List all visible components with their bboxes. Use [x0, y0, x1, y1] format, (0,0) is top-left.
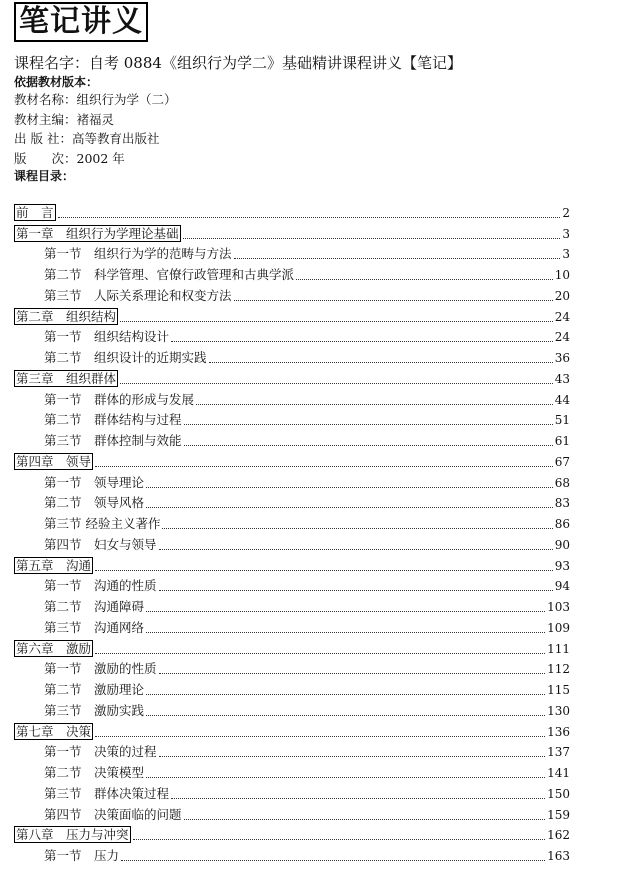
- toc-heading: 课程目录：: [14, 169, 75, 183]
- toc-section-entry[interactable]: [14, 657, 570, 678]
- toc-entry-label: 第三节 群体决策过程: [44, 785, 170, 801]
- toc-page-number: 115: [547, 683, 570, 697]
- textbook-basis-heading: 依据教材版本：: [14, 75, 99, 89]
- toc-entry-label: 第二节 沟通障碍: [44, 599, 145, 614]
- toc-section-entry[interactable]: [14, 594, 570, 615]
- dot-leader: [146, 610, 545, 612]
- toc-page-number: 43: [554, 371, 570, 386]
- toc-entry-label: 第三节 人际关系理论和权变方法: [44, 287, 232, 303]
- dot-leader: [183, 237, 561, 239]
- dot-leader: [159, 672, 546, 674]
- toc-section-entry[interactable]: [14, 491, 570, 512]
- toc-section-entry[interactable]: [14, 428, 570, 449]
- edition-line: [14, 149, 594, 169]
- toc-entry-label: 第四节 决策面临的问题: [44, 806, 182, 822]
- toc-page-number: 3: [562, 226, 570, 241]
- textbook-name-line: [14, 90, 594, 110]
- meta-value: 组织行为学（二）: [76, 92, 177, 107]
- toc-chapter-entry[interactable]: [14, 553, 570, 574]
- toc-entry-label: 第一节 领导理论: [44, 474, 145, 490]
- meta-label: 版 次：: [14, 150, 77, 166]
- toc-entry-label: 第二节 决策模型: [44, 765, 145, 780]
- dot-leader: [146, 714, 545, 716]
- dot-leader: [159, 589, 553, 591]
- toc-chapter-entry[interactable]: [14, 823, 570, 844]
- toc-section-entry[interactable]: [14, 408, 570, 429]
- dot-leader: [146, 776, 545, 778]
- meta-label: 教材名称：: [14, 92, 77, 107]
- toc-page-number: 20: [554, 288, 570, 303]
- dot-leader: [159, 755, 546, 757]
- toc-section-entry[interactable]: [14, 262, 570, 283]
- toc-page-number: 67: [554, 454, 570, 469]
- publisher-line: [14, 129, 594, 149]
- dot-leader: [196, 403, 553, 405]
- toc-section-entry[interactable]: [14, 802, 570, 823]
- toc-page-number: 90: [554, 537, 570, 552]
- toc-chapter-entry[interactable]: [14, 719, 570, 740]
- toc-entry-label: 第一节 激励的性质: [44, 661, 157, 677]
- toc-chapter-entry[interactable]: [14, 221, 570, 242]
- toc-section-entry[interactable]: [14, 740, 570, 761]
- toc-entry-label: 第二章 组织结构: [16, 308, 117, 324]
- toc-page-number: 51: [554, 413, 570, 428]
- toc-entry-label: 第三节 经验主义著作: [44, 516, 161, 531]
- toc-entry-label: 第二节 群体结构与过程: [44, 412, 182, 428]
- meta-value: 褚福灵: [76, 111, 115, 127]
- toc-page-number: 111: [547, 641, 570, 656]
- toc-page-number: 103: [547, 600, 570, 614]
- toc-page-number: 86: [554, 517, 570, 531]
- dot-leader: [146, 486, 553, 488]
- dot-leader: [159, 548, 553, 550]
- toc-page-number: 3: [562, 247, 570, 262]
- toc-section-entry[interactable]: [14, 345, 570, 366]
- toc-chapter-entry[interactable]: [14, 200, 570, 221]
- toc-section-entry[interactable]: [14, 781, 570, 802]
- toc-page-number: 10: [554, 268, 570, 282]
- toc-section-entry[interactable]: [14, 698, 570, 719]
- document-header: [14, 52, 594, 184]
- toc-page-number: 163: [547, 849, 570, 863]
- meta-label: 教材主编：: [14, 111, 77, 127]
- dot-leader: [234, 299, 553, 301]
- toc-page-number: 24: [554, 330, 570, 345]
- table-of-contents: [14, 200, 570, 864]
- toc-page-number: 159: [547, 807, 570, 822]
- dot-leader: [184, 444, 553, 446]
- toc-entry-label: 第三章 组织群体: [16, 370, 117, 386]
- toc-entry-label: 第二节 组织设计的近期实践: [44, 350, 207, 365]
- toc-entry-label: 第一节 组织行为学的范畴与方法: [44, 246, 232, 262]
- dot-leader: [146, 631, 545, 633]
- toc-entry-label: 第三节 群体控制与效能: [44, 433, 182, 448]
- toc-section-entry[interactable]: [14, 242, 570, 263]
- toc-page-number: 141: [547, 766, 570, 780]
- toc-page-number: 150: [547, 786, 570, 801]
- toc-chapter-entry[interactable]: [14, 449, 570, 470]
- toc-entry-label: 前 言: [16, 204, 54, 220]
- toc-page-number: 162: [547, 828, 570, 843]
- toc-entry-label: 第八章 压力与冲突: [16, 827, 129, 843]
- toc-section-entry[interactable]: [14, 532, 570, 553]
- dot-leader: [121, 859, 545, 861]
- toc-section-entry[interactable]: [14, 574, 570, 595]
- toc-entry-label: 第三节 激励实践: [44, 702, 145, 718]
- toc-entry-label: 第五章 沟通: [16, 557, 92, 573]
- toc-entry-label: 第二节 激励理论: [44, 682, 145, 697]
- dot-leader: [120, 320, 553, 322]
- toc-chapter-entry[interactable]: [14, 304, 570, 325]
- dot-leader: [162, 527, 552, 529]
- dot-leader: [171, 797, 545, 799]
- toc-chapter-entry[interactable]: [14, 366, 570, 387]
- toc-section-entry[interactable]: [14, 283, 570, 304]
- dot-leader: [234, 257, 561, 259]
- toc-page-number: 36: [554, 351, 570, 365]
- toc-entry-label: 第四章 领导: [16, 453, 92, 469]
- dot-leader: [95, 652, 545, 654]
- toc-section-entry[interactable]: [14, 325, 570, 346]
- toc-page-number: 2: [562, 205, 570, 220]
- dot-leader: [95, 569, 553, 571]
- course-name-line: 课程名字：自考 0884《组织行为学二》基础精讲课程讲义【笔记】: [14, 54, 462, 72]
- toc-section-entry[interactable]: [14, 470, 570, 491]
- toc-section-entry[interactable]: [14, 843, 570, 864]
- toc-entry-label: 第四节 妇女与领导: [44, 536, 157, 552]
- toc-page-number: 44: [554, 392, 570, 407]
- dot-leader: [184, 818, 546, 820]
- dot-leader: [133, 838, 546, 840]
- dot-leader: [209, 361, 553, 363]
- toc-section-entry[interactable]: [14, 760, 570, 781]
- dot-leader: [95, 735, 545, 737]
- toc-entry-label: 第一节 沟通的性质: [44, 578, 157, 594]
- meta-value: 2002 年: [76, 150, 125, 166]
- dot-leader: [296, 278, 553, 280]
- toc-page-number: 83: [554, 496, 570, 511]
- toc-chapter-entry[interactable]: [14, 636, 570, 657]
- meta-value: 高等教育出版社: [71, 131, 160, 146]
- dot-leader: [146, 693, 545, 695]
- toc-entry-label: 第一节 决策的过程: [44, 744, 157, 760]
- dot-leader: [120, 382, 553, 384]
- toc-page-number: 61: [554, 434, 570, 448]
- dot-leader: [58, 216, 561, 218]
- toc-page-number: 68: [554, 475, 570, 490]
- toc-section-entry[interactable]: [14, 615, 570, 636]
- toc-section-entry[interactable]: [14, 387, 570, 408]
- textbook-editor-line: [14, 110, 594, 130]
- toc-entry-label: 第一节 压力: [44, 848, 120, 863]
- toc-page-number: 94: [554, 579, 570, 594]
- dot-leader: [95, 465, 553, 467]
- toc-page-number: 93: [554, 558, 570, 573]
- toc-entry-label: 第二节 科学管理、官僚行政管理和古典学派: [44, 267, 295, 282]
- toc-entry-label: 第七章 决策: [16, 723, 92, 739]
- toc-entry-label: 第一章 组织行为学理论基础: [16, 225, 179, 241]
- toc-page-number: 130: [547, 703, 570, 718]
- toc-entry-label: 第六章 激励: [16, 640, 92, 656]
- toc-page-number: 136: [547, 724, 570, 739]
- dot-leader: [146, 506, 553, 508]
- dot-leader: [171, 340, 553, 342]
- toc-page-number: 24: [554, 309, 570, 324]
- meta-label: 出 版 社：: [14, 131, 72, 146]
- toc-section-entry[interactable]: [14, 511, 570, 532]
- toc-page-number: 137: [547, 745, 570, 760]
- toc-page-number: 109: [547, 620, 570, 635]
- toc-entry-label: 第一节 群体的形成与发展: [44, 391, 195, 407]
- toc-section-entry[interactable]: [14, 677, 570, 698]
- toc-page-number: 112: [547, 662, 570, 677]
- document-title: 笔记讲义: [14, 2, 148, 42]
- toc-entry-label: 第二节 领导风格: [44, 495, 145, 511]
- dot-leader: [184, 423, 553, 425]
- toc-entry-label: 第三节 沟通网络: [44, 619, 145, 635]
- toc-entry-label: 第一节 组织结构设计: [44, 329, 170, 345]
